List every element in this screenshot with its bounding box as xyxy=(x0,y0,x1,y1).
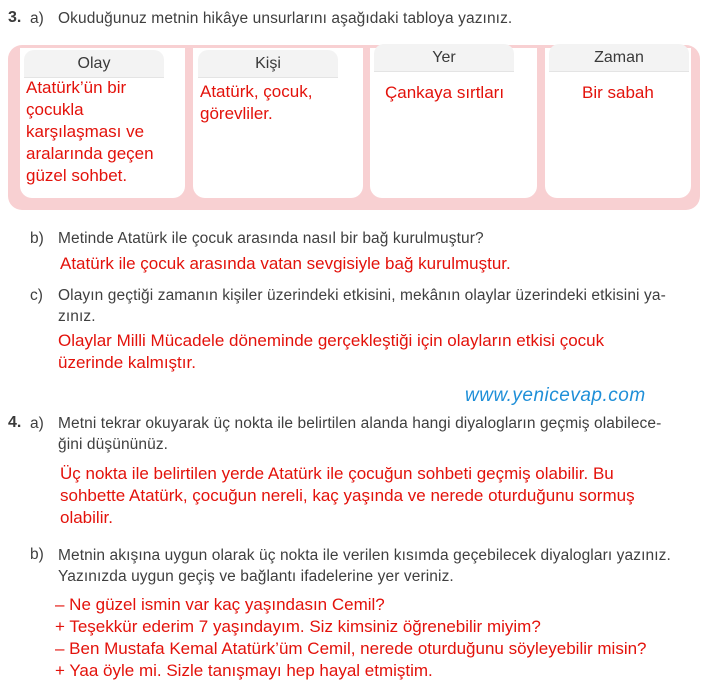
question-3c-label: c) xyxy=(30,287,43,304)
question-4b-text: Metnin akışına uygun olarak üç nokta ile verilen kısımda geçebilecek diyalogları yazınız. Yazınızda uygun geçiş ve bağlantı ifadelerine yer veriniz. xyxy=(58,547,671,585)
table-header-kisi: Kişi xyxy=(198,50,338,78)
dialogue-line: + Yaa öyle mi. Sizle tanışmayı hep hayal etmiştim. xyxy=(55,661,433,680)
question-3b-label: b) xyxy=(30,230,44,247)
table-cell-olay: Atatürk’ün bir çocukla karşılaşması ve aralarında geçen güzel sohbet. xyxy=(26,78,154,185)
table-cell-zaman: Bir sabah xyxy=(582,83,654,102)
question-3-number: 3. xyxy=(8,9,22,26)
question-3c-answer: Olaylar Milli Mücadele döneminde gerçekleştiği için olayların etkisi çocuk üzerinde kalmıştır. xyxy=(58,331,605,372)
table-header-yer: Yer xyxy=(374,44,514,72)
question-4a-answer: Üç nokta ile belirtilen yerde Atatürk ile çocuğun sohbeti geçmiş olabilir. Bu sohbette Atatürk, çocuğun nereli, kaç yaşında ve nerede oturduğunu sormuş olabilir. xyxy=(60,464,635,527)
question-3a-text: Okuduğunuz metnin hikâye unsurlarını aşağıdaki tabloya yazınız. xyxy=(58,10,513,27)
watermark-logo: www.yenicevap.com xyxy=(465,385,646,406)
question-4a-text: Metni tekrar okuyarak üç nokta ile belirtilen alanda hangi diyalogların geçmiş olabilece- ğini düşününüz. xyxy=(58,415,662,453)
dialogue-line: + Teşekkür ederim 7 yaşındayım. Siz kimsiniz öğrenebilir miyim? xyxy=(55,617,541,636)
question-4a-label: a) xyxy=(30,415,44,432)
question-4b-dialogue xyxy=(55,594,647,682)
question-3b-answer: Atatürk ile çocuk arasında vatan sevgisiyle bağ kurulmuştur. xyxy=(60,254,511,273)
dialogue-line: – Ben Mustafa Kemal Atatürk’üm Cemil, nerede oturduğunu söyleyebilir misin? xyxy=(55,639,647,658)
table-cell-yer: Çankaya sırtları xyxy=(385,83,505,102)
question-3c-text: Olayın geçtiği zamanın kişiler üzerindeki etkisini, mekânın olaylar üzerindeki etkisini ya- zınız. xyxy=(58,287,666,325)
table-header-olay: Olay xyxy=(24,50,164,78)
dialogue-line: – Ne güzel ismin var kaç yaşındasın Cemil? xyxy=(55,595,385,614)
question-4-number: 4. xyxy=(8,414,22,431)
question-3b-text: Metinde Atatürk ile çocuk arasında nasıl bir bağ kurulmuştur? xyxy=(58,230,484,247)
question-3a-label: a) xyxy=(30,10,44,27)
table-cell-kisi: Atatürk, çocuk, görevliler. xyxy=(200,82,313,123)
table-header-zaman: Zaman xyxy=(549,44,689,72)
question-4b-label: b) xyxy=(30,546,44,563)
